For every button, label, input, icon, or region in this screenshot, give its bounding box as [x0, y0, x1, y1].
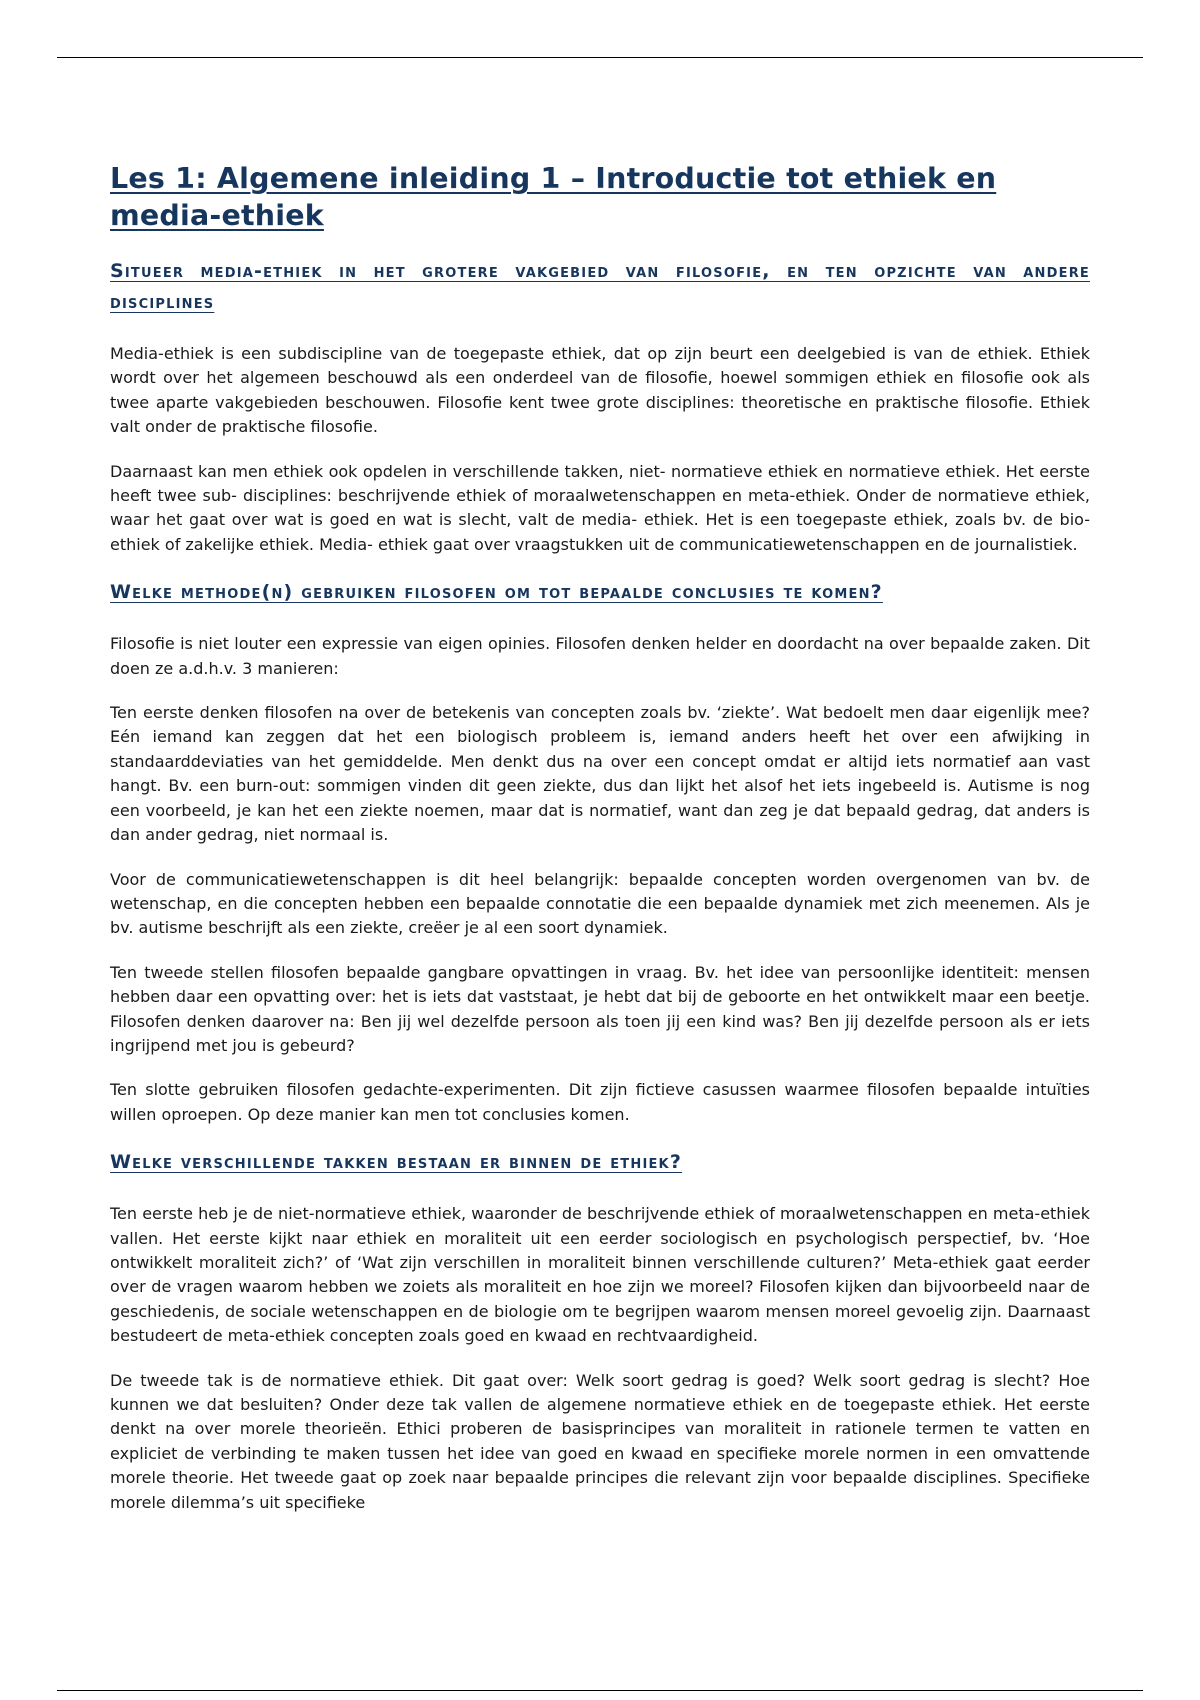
section-heading: Welke methode(n) gebruiken filosofen om tot bepaalde conclusies te komen? — [110, 581, 883, 604]
top-rule — [57, 57, 1143, 58]
paragraph: Ten tweede stellen filosofen bepaalde gangbare opvattingen in vraag. Bv. het idee van persoonlijke identiteit: mensen hebben daar een opvatting over: het is iets dat vaststaat, je hebt dat bij de geboorte en het ontwikkelt maar een beetje. Filosofen denken daarover na: Ben jij wel dezelfde persoon als toen jij een kind was? Ben jij dezelfde persoon als er iets ingrijpend met jou is gebeurd? — [110, 962, 1090, 1055]
document-body — [110, 160, 1090, 1535]
bottom-rule — [57, 1690, 1143, 1691]
paragraph: Ten eerste heb je de niet-normatieve ethiek, waaronder de beschrijvende ethiek of moraalwetenschappen en meta-ethiek vallen. Het eerste kijkt naar ethiek en moraliteit uit een eerder sociologisch en psychologisch perspectief, bv. ‘Hoe ontwikkelt moraliteit zich?’ of ‘Wat zijn verschillen in moraliteit binnen verschillende culturen?’ Meta-ethiek gaat eerder over de vragen waarom hebben we zoiets als moraliteit en hoe zijn we moreel? Filosofen kijken dan bijvoorbeeld naar de geschiedenis, de sociale wetenschappen en de biologie om te begrijpen waarom mensen moreel gevoelig zijn. Daarnaast bestudeert de meta-ethiek concepten zoals goed en kwaad en rechtvaardigheid. — [110, 1204, 1090, 1346]
paragraph: Voor de communicatiewetenschappen is dit heel belangrijk: bepaalde concepten worden overgenomen van bv. de wetenschap, en die concepten hebben een bepaalde connotatie die een bepaalde dynamiek met zich meenemen. Als je bv. autisme beschrijft als een ziekte, creëer je al een soort dynamiek. — [110, 869, 1090, 938]
paragraph: Filosofie is niet louter een expressie van eigen opinies. Filosofen denken helder en doordacht na over bepaalde zaken. Dit doen ze a.d.h.v. 3 manieren: — [110, 634, 1090, 678]
section-heading: Welke verschillende takken bestaan er binnen de ethiek? — [110, 1151, 683, 1174]
paragraph: Media-ethiek is een subdiscipline van de toegepaste ethiek, dat op zijn beurt een deelgebied is van de ethiek. Ethiek wordt over het algemeen beschouwd als een onderdeel van de filosofie, hoewel sommigen ethiek en filosofie ook als twee aparte vakgebieden beschouwen. Filosofie kent twee grote disciplines: theoretische en praktische filosofie. Ethiek valt onder de praktische filosofie. — [110, 344, 1090, 437]
paragraph: Daarnaast kan men ethiek ook opdelen in verschillende takken, niet- normatieve ethiek en normatieve ethiek. Het eerste heeft twee sub- disciplines: beschrijvende ethiek of moraalwetenschappen en meta-ethiek. Onder de normatieve ethiek, waar het gaat over wat is goed en wat is slecht, valt de media- ethiek. Het is een toegepaste ethiek, zoals bv. de bio-ethiek of zakelijke ethiek. Media- ethiek gaat over vraagstukken uit de communicatiewetenschappen en de journalistiek. — [110, 461, 1090, 554]
paragraph: Ten eerste denken filosofen na over de betekenis van concepten zoals bv. ‘ziekte’. Wat bedoelt men daar eigenlijk mee? Eén iemand kan zeggen dat het een biologisch probleem is, iemand anders heeft het over een afwijking in standaarddeviaties van het gemiddelde. Men denkt dus na over een concept omdat er altijd iets normatief aan vast hangt. Bv. een burn-out: sommigen vinden dit geen ziekte, dus dan lijkt het alsof het iets ingebeeld is. Autisme is nog een voorbeeld, je kan het een ziekte noemen, maar dat is normatief, want dan zeg je dat bepaald gedrag, dat anders is dan ander gedrag, niet normaal is. — [110, 703, 1090, 845]
page-title: Les 1: Algemene inleiding 1 – Introductie tot ethiek en media-ethiek — [110, 162, 997, 232]
paragraph: De tweede tak is de normatieve ethiek. Dit gaat over: Welk soort gedrag is goed? Welk soort gedrag is slecht? Hoe kunnen we dat besluiten? Onder deze tak vallen de algemene normatieve ethiek en de toegepaste ethiek. Het eerste denkt na over morele theorieën. Ethici proberen de basisprincipes van moraliteit in rationele termen te vatten en expliciet de verbinding te maken tussen het idee van goed en kwaad en specifieke morele normen in een omvattende morele theorie. Het tweede gaat op zoek naar bepaalde principes die relevant zijn voor bepaalde disciplines. Specifieke morele dilemma’s uit specifieke — [110, 1370, 1090, 1512]
section-heading: Situeer media-ethiek in het grotere vakgebied van filosofie, en ten opzichte van andere disciplines — [110, 260, 1090, 313]
paragraph: Ten slotte gebruiken filosofen gedachte-experimenten. Dit zijn fictieve casussen waarmee filosofen bepaalde intuïties willen oproepen. Op deze manier kan men tot conclusies komen. — [110, 1080, 1090, 1124]
